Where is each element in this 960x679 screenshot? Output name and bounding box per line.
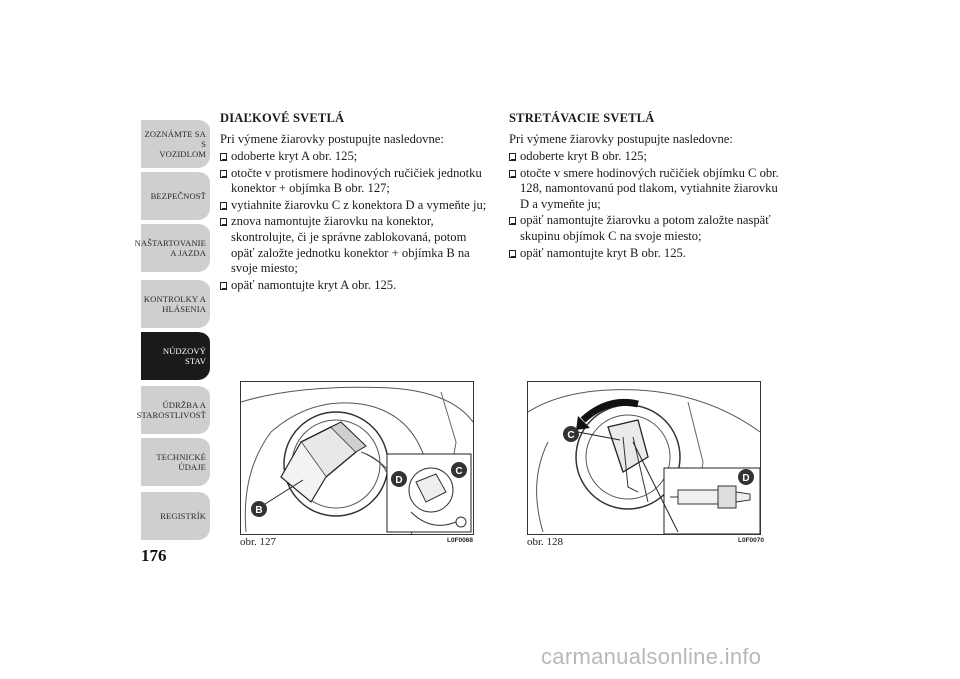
list-item-text: otočte v protismere hodinových ručičiek jednotku konektor + objímka B obr. 127; [231,165,482,196]
list-item-text: opäť namontujte kryt A obr. 125. [231,277,397,292]
list-item-text: opäť namontujte žiarovku a potom založte naspäť skupinu objímok C na svoje miesto; [520,213,771,243]
figure-caption: obr. 128 [527,536,564,548]
list-item [220,214,490,276]
checkbox-bullet-icon [509,250,516,258]
figure-caption: obr. 127 [240,536,277,548]
tab-label: ÚDRŽBA A STAROSTLIVOSŤ [136,400,206,420]
tab-udrzba-a-starostlivost[interactable] [136,384,210,434]
section-intro: Pri výmene žiarovky postupujte nasledovne: [220,132,444,146]
tab-label: ZOZNÁMTE SA S VOZIDLOM [144,129,206,159]
checkbox-bullet-icon [220,202,227,210]
list-item [220,198,490,214]
headlamp-low-beam-illustration [528,382,760,534]
tab-label: NÚDZOVÝ STAV [162,346,206,366]
list-item-text: odoberte kryt A obr. 125; [231,149,358,163]
list-item-text: znova namontujte žiarovku na konektor, skontrolujte, či je správne zablokovaná, potom opäť založte jednotku konektor + objímka B na svoje miesto; [231,214,470,276]
tab-bezpecnost[interactable] [141,170,210,220]
list-item-text: otočte v smere hodinových ručičiek objímku C obr. 128, namontovanú pod tlakom, vytiahnite žiarovku D a vymeňte ju; [520,165,779,211]
figure-code: L0F0070 [738,537,765,544]
figure-code: L0F0068 [447,537,474,544]
checkbox-bullet-icon [509,170,516,178]
checkbox-bullet-icon [509,153,516,161]
checkbox-bullet-icon [220,218,227,226]
list-item [509,166,779,213]
label-c: C [567,430,575,441]
section-heading: DIAĽKOVÉ SVETLÁ [220,111,345,125]
headlamp-high-beam-illustration [241,382,473,534]
list-item [509,246,779,262]
list-item [220,166,490,197]
tab-label: NAŠTARTOVANIE A JAZDA [134,238,206,258]
section-intro: Pri výmene žiarovky postupujte nasledovne: [509,132,733,146]
tab-label: BEZPEČNOSŤ [150,191,206,201]
section-heading: STRETÁVACIE SVETLÁ [509,111,655,125]
label-b: B [255,505,263,516]
page-number: 176 [141,546,167,565]
tab-nastartovanie-a-jazda[interactable] [134,222,210,272]
watermark: carmanualsonline.info [541,644,762,669]
list-item-text: opäť namontujte kryt B obr. 125. [520,245,686,260]
list-item [220,278,490,294]
low-beam-section [509,111,779,262]
list-item [220,149,490,165]
tab-technicke-udaje[interactable] [141,436,210,486]
figure-127 [240,381,474,535]
list-item [509,149,779,165]
checkbox-bullet-icon [220,170,227,178]
tab-zoznamte-sa-s-vozidlom[interactable] [141,118,210,168]
tab-label: TECHNICKÉ ÚDAJE [156,452,206,472]
checkbox-bullet-icon [220,282,227,290]
checkbox-bullet-icon [220,153,227,161]
tab-label: KONTROLKY A HLÁSENIA [143,294,206,314]
list-item-text: odoberte kryt B obr. 125; [520,149,647,163]
figure-128 [527,381,761,535]
label-c: C [455,466,463,477]
list-item [509,213,779,244]
tab-registrik[interactable] [141,490,210,540]
label-d: D [395,475,403,486]
label-d: D [742,473,750,484]
tab-nudzovy-stav[interactable] [141,330,210,380]
tab-kontrolky-a-hlasenia[interactable] [141,278,210,328]
high-beam-section [220,111,490,294]
checkbox-bullet-icon [509,217,516,225]
list-item-text: vytiahnite žiarovku C z konektora D a vymeňte ju; [231,197,487,212]
tab-label: REGISTRÍK [160,511,206,521]
